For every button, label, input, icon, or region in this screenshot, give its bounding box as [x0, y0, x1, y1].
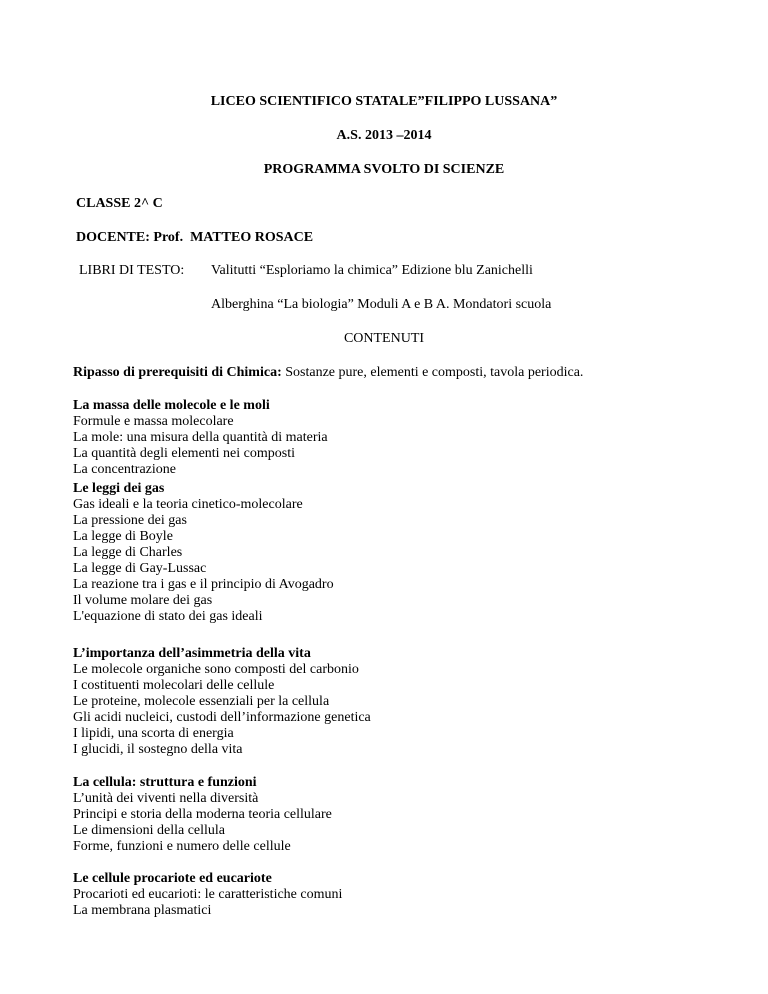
- list-item: Le proteine, molecole essenziali per la cellula: [73, 694, 330, 709]
- review-label: Ripasso di prerequisiti di Chimica:: [73, 365, 282, 380]
- list-item: L'equazione di stato dei gas ideali: [73, 609, 263, 624]
- list-item: La legge di Boyle: [73, 529, 173, 544]
- list-item: I costituenti molecolari delle cellule: [73, 678, 275, 693]
- list-item: Formule e massa molecolare: [73, 414, 234, 429]
- review-line: [73, 365, 583, 381]
- books-label: LIBRI DI TESTO:: [79, 263, 185, 278]
- section-title: Le cellule procariote ed eucariote: [73, 871, 272, 886]
- list-item: Il volume molare dei gas: [73, 593, 213, 608]
- list-item: I glucidi, il sostegno della vita: [73, 742, 243, 757]
- list-item: La legge di Charles: [73, 545, 183, 560]
- contents-heading: CONTENUTI: [343, 331, 425, 346]
- review-text: Sostanze pure, elementi e composti, tavola periodica.: [281, 365, 584, 380]
- list-item: La legge di Gay-Lussac: [73, 561, 207, 576]
- list-item: La concentrazione: [73, 462, 176, 477]
- list-item: Gas ideali e la teoria cinetico-molecolare: [73, 497, 303, 512]
- program-title: PROGRAMMA SVOLTO DI SCIENZE: [263, 162, 505, 177]
- class-line: CLASSE 2^ C: [76, 196, 163, 211]
- list-item: La mole: una misura della quantità di materia: [73, 430, 328, 445]
- section-title: L’importanza dell’asimmetria della vita: [73, 646, 311, 661]
- book-2: Alberghina “La biologia” Moduli A e B A. Mondatori scuola: [211, 297, 552, 312]
- list-item: Gli acidi nucleici, custodi dell’informazione genetica: [73, 710, 371, 725]
- list-item: La quantità degli elementi nei composti: [73, 446, 295, 461]
- list-item: Le dimensioni della cellula: [73, 823, 226, 838]
- list-item: La reazione tra i gas e il principio di Avogadro: [73, 577, 334, 592]
- list-item: I lipidi, una scorta di energia: [73, 726, 234, 741]
- book-1: Valitutti “Esploriamo la chimica” Edizione blu Zanichelli: [211, 263, 533, 278]
- school-name: LICEO SCIENTIFICO STATALE”FILIPPO LUSSANA”: [210, 94, 558, 109]
- school-year: A.S. 2013 –2014: [336, 128, 432, 143]
- section-gas-laws: [73, 481, 334, 625]
- list-item: La pressione dei gas: [73, 513, 187, 528]
- section-cell: [73, 775, 332, 855]
- list-item: Forme, funzioni e numero delle cellule: [73, 839, 291, 854]
- list-item: Procarioti ed eucarioti: le caratteristiche comuni: [73, 887, 343, 902]
- section-title: La cellula: struttura e funzioni: [73, 775, 257, 790]
- section-title: Le leggi dei gas: [73, 481, 165, 496]
- list-item: Le molecole organiche sono composti del carbonio: [73, 662, 359, 677]
- section-asymmetry: [73, 646, 371, 758]
- section-moles: [73, 398, 328, 478]
- section-title: La massa delle molecole e le moli: [73, 398, 270, 413]
- list-item: L’unità dei viventi nella diversità: [73, 791, 259, 806]
- list-item: Principi e storia della moderna teoria cellulare: [73, 807, 332, 822]
- section-prokaryote-eukaryote: [73, 871, 342, 919]
- teacher-line: DOCENTE: Prof. MATTEO ROSACE: [76, 230, 314, 245]
- list-item: La membrana plasmatici: [73, 903, 212, 918]
